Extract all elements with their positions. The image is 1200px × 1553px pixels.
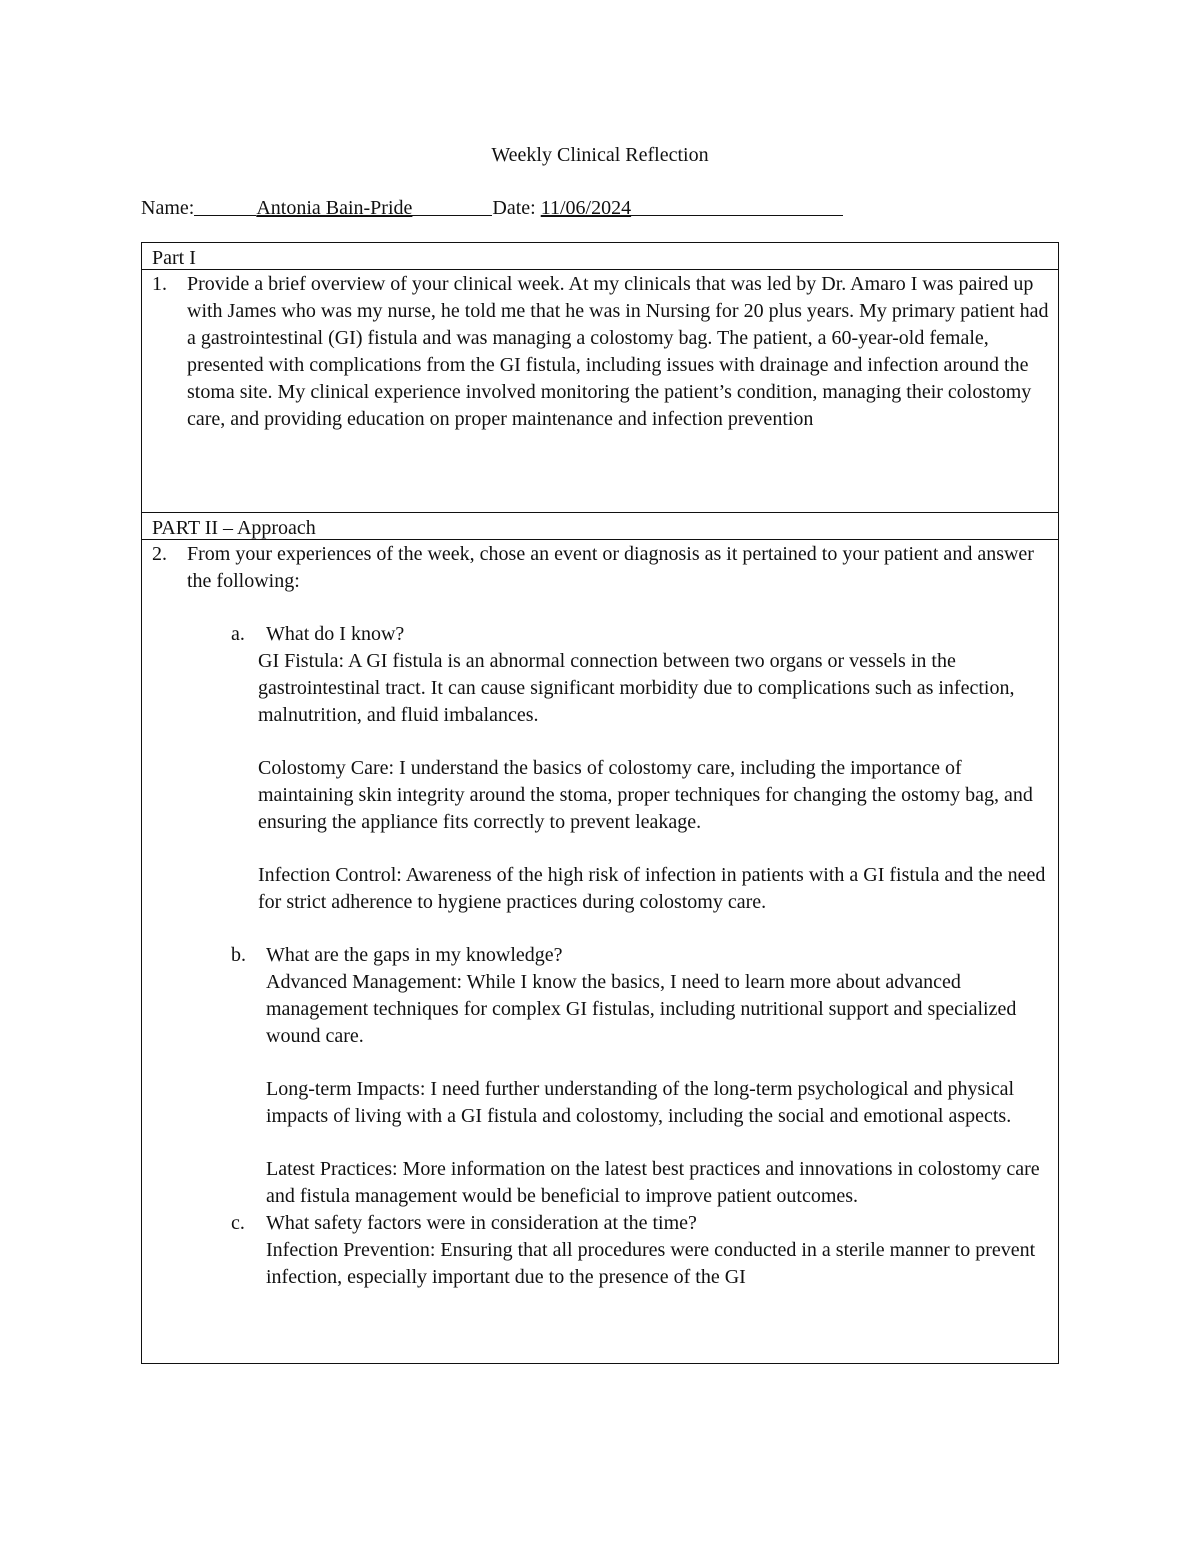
part2-item	[142, 540, 1058, 595]
subitem-b	[142, 942, 1058, 1210]
subitem-b-letter: b.	[231, 944, 246, 966]
subitem-c-question: What safety factors were in consideration at the time?	[266, 1212, 697, 1234]
answer-paragraph: Infection Control: Awareness of the high risk of infection in patients with a GI fistula and the need for strict adherence to hygiene practices during colostomy care.	[258, 864, 1046, 913]
part1-cell	[142, 270, 1058, 513]
subitem-c-letter: c.	[231, 1212, 245, 1234]
answer-paragraph: Infection Prevention: Ensuring that all procedures were conducted in a sterile manner to prevent infection, especially important due to the presence of the GI	[266, 1239, 1036, 1288]
part2-item-number: 2.	[152, 543, 167, 565]
part1-item-number: 1.	[152, 273, 167, 295]
part1-heading: Part I	[142, 243, 1058, 270]
answer-paragraph: Long-term Impacts: I need further understanding of the long-term psychological and physical impacts of living with a GI fistula and colostomy, including the social and emotional aspects.	[266, 1078, 1015, 1127]
subitem-a-question: What do I know?	[266, 623, 405, 645]
answer-paragraph: Latest Practices: More information on the latest best practices and innovations in colostomy care and fistula management would be beneficial to improve patient outcomes.	[266, 1158, 1040, 1207]
document-title: Weekly Clinical Reflection	[491, 144, 709, 166]
name-value: Antonia Bain-Pride	[256, 197, 413, 219]
name-label: Name:	[141, 197, 195, 219]
part2-item-text: From your experiences of the week, chose an event or diagnosis as it pertained to your patient and answer the following:	[187, 543, 1034, 592]
part1-item	[142, 270, 1058, 433]
reflection-table	[141, 242, 1059, 1364]
answer-paragraph: Advanced Management: While I know the basics, I need to learn more about advanced management techniques for complex GI fistulas, including nutritional support and specialized wound care.	[266, 971, 1017, 1047]
part2-cell	[142, 540, 1058, 1364]
answer-paragraph: Colostomy Care: I understand the basics of colostomy care, including the importance of maintaining skin integrity around the stoma, proper techniques for changing the ostomy bag, and ensuring the appliance fits correctly to prevent leakage.	[258, 757, 1033, 833]
subitem-c	[142, 1210, 1058, 1291]
part2-heading: PART II – Approach	[142, 513, 1058, 540]
date-value: 11/06/2024	[540, 197, 632, 219]
subitem-a-answers	[142, 648, 1058, 916]
subitem-a-letter: a.	[231, 623, 245, 645]
subitem-a	[142, 621, 1058, 648]
part1-item-text: Provide a brief overview of your clinical week. At my clinicals that was led by Dr. Amaro I was paired up with James who was my nurse, he told me that he was in Nursing for 20 plus years. My primary patient had a gastrointestinal (GI) fistula and was managing a colostomy bag. The patient, a 60-year-old female, presented with complications from the GI fistula, including issues with drainage and infection around the stoma site. My clinical experience involved monitoring the patient’s condition, managing their colostomy care, and providing education on proper maintenance and infection prevention	[187, 273, 1049, 430]
answer-paragraph: GI Fistula: A GI fistula is an abnormal connection between two organs or vessels in the gastrointestinal tract. It can cause significant morbidity due to complications such as infection, malnutrition, and fluid imbalances.	[258, 650, 1015, 726]
subitem-b-question: What are the gaps in my knowledge?	[266, 944, 563, 966]
name-date-line	[141, 195, 843, 222]
date-label: Date:	[492, 197, 536, 219]
